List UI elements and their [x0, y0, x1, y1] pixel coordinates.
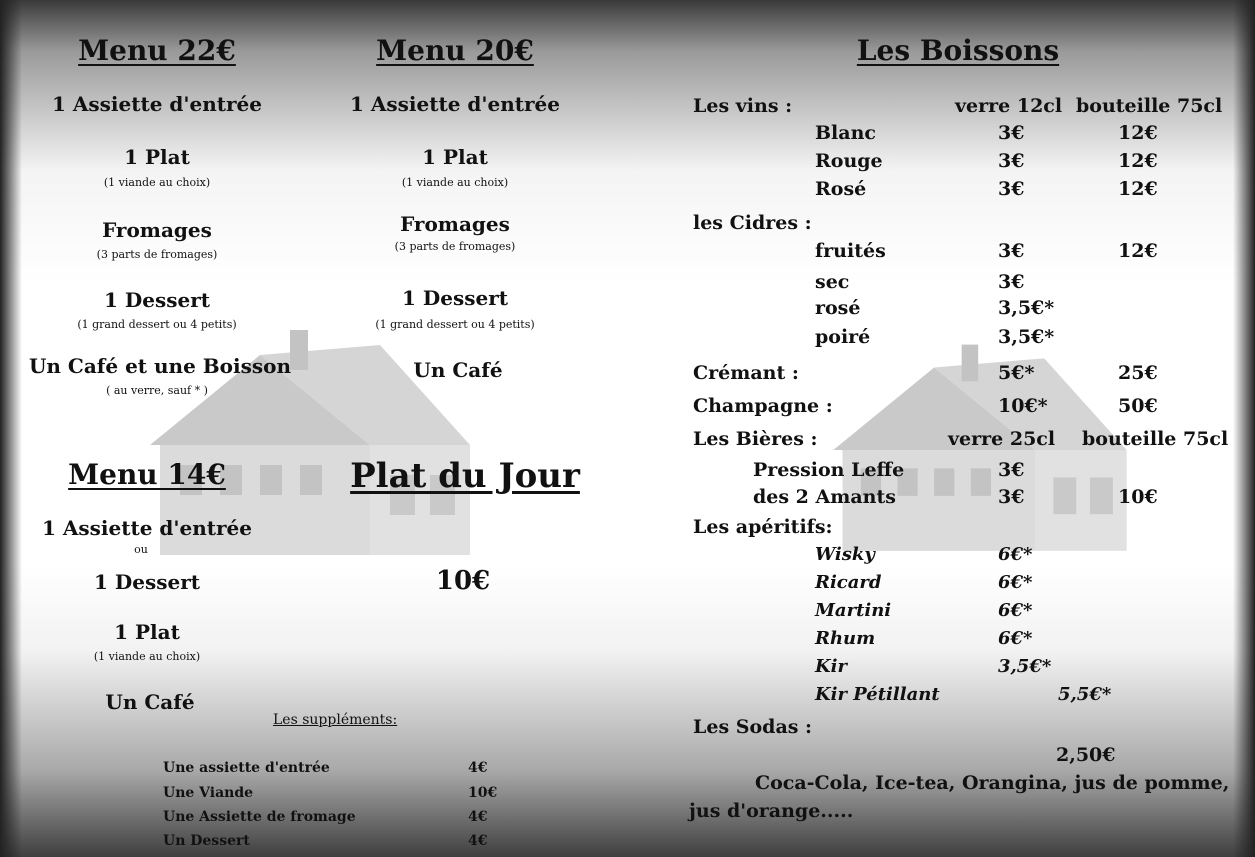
- cidre-bouteille: 12€: [1118, 240, 1158, 262]
- plat-du-jour-price: 10€: [435, 566, 491, 596]
- supplement-price: 4€: [468, 760, 488, 776]
- menu22-cafe: Un Café et une Boisson: [28, 354, 292, 378]
- kir-petillant-name: Kir Pétillant: [815, 684, 940, 705]
- biere-name: des 2 Amants: [753, 486, 896, 508]
- cidre-name: poiré: [815, 326, 871, 348]
- vin-verre: 3€: [998, 122, 1025, 144]
- supplement-label: Une assiette d'entrée: [163, 760, 330, 776]
- vin-name: Rouge: [815, 150, 883, 172]
- vin-name: Blanc: [815, 122, 876, 144]
- supplements-title: Les suppléments:: [273, 712, 398, 728]
- menu22-title: Menu 22€: [78, 34, 236, 67]
- col-verre: verre 12cl: [955, 95, 1063, 117]
- menu14-entree: 1 Assiette d'entrée: [42, 516, 252, 540]
- menu22-dessert-note: (1 grand dessert ou 4 petits): [77, 318, 237, 331]
- menu14-cafe: Un Café: [105, 690, 195, 714]
- cremant-label: Crémant :: [693, 362, 799, 384]
- menu14-ou: ou: [134, 543, 148, 556]
- menu20-entree: 1 Assiette d'entrée: [350, 92, 560, 116]
- bieres-label: Les Bières :: [693, 428, 818, 450]
- sodas-price: 2,50€: [1056, 744, 1116, 766]
- menu22-fromages: Fromages: [102, 218, 212, 242]
- sodas-list-line1: Coca-Cola, Ice-tea, Orangina, jus de pomme,: [755, 772, 1230, 794]
- aperitif-price: 6€*: [998, 628, 1033, 649]
- menu22-plat-note: (1 viande au choix): [103, 176, 211, 189]
- left-shadow: [0, 0, 22, 857]
- vin-verre: 3€: [998, 178, 1025, 200]
- menu20-plat-note: (1 viande au choix): [401, 176, 509, 189]
- champagne-verre: 10€*: [998, 395, 1048, 417]
- supplement-price: 10€: [468, 785, 498, 801]
- menu22-fromages-note: (3 parts de fromages): [96, 248, 218, 261]
- aperitif-name: Rhum: [815, 628, 876, 649]
- cidre-verre: 3,5€*: [998, 297, 1055, 319]
- aperitifs-label: Les apéritifs:: [693, 516, 833, 538]
- cidres-label: les Cidres :: [693, 212, 812, 234]
- supplement-price: 4€: [468, 833, 488, 849]
- biere-verre: 3€: [998, 486, 1025, 508]
- right-shadow: [1233, 0, 1255, 857]
- menu20-dessert-note: (1 grand dessert ou 4 petits): [375, 318, 535, 331]
- cidre-verre: 3,5€*: [998, 326, 1055, 348]
- supplement-label: Un Dessert: [163, 833, 250, 849]
- vin-verre: 3€: [998, 150, 1025, 172]
- aperitif-name: Kir: [815, 656, 847, 677]
- vin-bouteille: 12€: [1118, 122, 1158, 144]
- aperitif-price: 6€*: [998, 572, 1033, 593]
- menu14-plat-note: (1 viande au choix): [93, 650, 201, 663]
- cidre-verre: 3€: [998, 271, 1025, 293]
- menu20-dessert: 1 Dessert: [402, 286, 508, 310]
- vins-label: Les vins :: [693, 95, 793, 117]
- menu22-entree: 1 Assiette d'entrée: [52, 92, 262, 116]
- champagne-bouteille: 50€: [1118, 395, 1158, 417]
- aperitif-price: 6€*: [998, 600, 1033, 621]
- champagne-label: Champagne :: [693, 395, 833, 417]
- biere-bouteille: 10€: [1118, 486, 1158, 508]
- menu20-fromages-note: (3 parts de fromages): [394, 240, 516, 253]
- aperitif-price: 6€*: [998, 544, 1033, 565]
- menu22-plat: 1 Plat: [124, 145, 190, 169]
- col-bouteille-biere: bouteille 75cl: [1082, 428, 1229, 450]
- plat-du-jour-title: Plat du Jour: [350, 456, 580, 496]
- boissons-title: Les Boissons: [856, 34, 1060, 67]
- col-verre-biere: verre 25cl: [948, 428, 1056, 450]
- menu20-title: Menu 20€: [376, 34, 534, 67]
- menu14-title: Menu 14€: [68, 458, 226, 491]
- kir-petillant-price: 5,5€*: [1058, 684, 1112, 705]
- menu14-plat: 1 Plat: [114, 620, 180, 644]
- vin-name: Rosé: [815, 178, 867, 200]
- cidre-name: fruités: [815, 240, 886, 262]
- cidre-name: rosé: [815, 297, 861, 319]
- cidre-name: sec: [815, 271, 850, 293]
- cremant-bouteille: 25€: [1118, 362, 1158, 384]
- menu22-dessert: 1 Dessert: [104, 288, 210, 312]
- vin-bouteille: 12€: [1118, 150, 1158, 172]
- sodas-list-line2: jus d'orange.....: [689, 800, 854, 822]
- aperitif-name: Martini: [815, 600, 892, 621]
- col-bouteille: bouteille 75cl: [1076, 95, 1223, 117]
- vin-bouteille: 12€: [1118, 178, 1158, 200]
- supplement-label: Une Viande: [163, 785, 254, 801]
- supplement-label: Une Assiette de fromage: [163, 809, 356, 825]
- cremant-verre: 5€*: [998, 362, 1035, 384]
- biere-name: Pression Leffe: [753, 459, 905, 481]
- aperitif-price: 3,5€*: [998, 656, 1052, 677]
- aperitif-name: Ricard: [815, 572, 882, 593]
- supplement-price: 4€: [468, 809, 488, 825]
- house-illustration-right: [820, 340, 1140, 560]
- menu22-cafe-note: ( au verre, sauf * ): [106, 384, 208, 397]
- menu20-fromages: Fromages: [400, 212, 510, 236]
- menu20-plat: 1 Plat: [422, 145, 488, 169]
- sodas-label: Les Sodas :: [693, 716, 813, 738]
- menu14-dessert: 1 Dessert: [94, 570, 200, 594]
- menu20-cafe: Un Café: [413, 358, 503, 382]
- cidre-verre: 3€: [998, 240, 1025, 262]
- biere-verre: 3€: [998, 459, 1025, 481]
- aperitif-name: Wisky: [815, 544, 875, 565]
